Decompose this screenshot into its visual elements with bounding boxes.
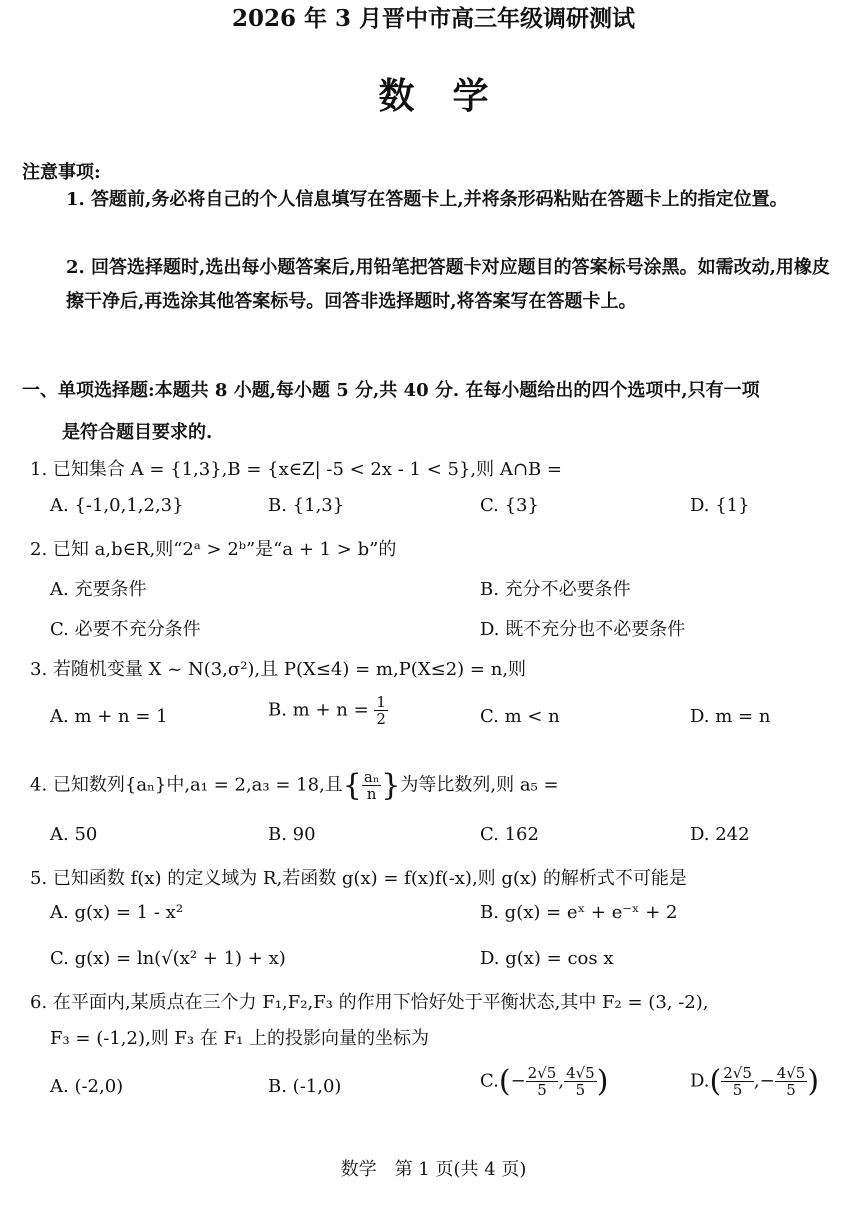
question-6-option-c-fraction-2 <box>564 1065 597 1098</box>
fraction-denominator: 5 <box>732 1081 743 1099</box>
fraction-denominator: 5 <box>575 1081 586 1099</box>
question-4-stem-post: 为等比数列,则 a₅ = <box>400 774 559 796</box>
notes-heading: 注意事项: <box>22 162 101 183</box>
question-4-stem <box>30 768 559 803</box>
question-6-option-d-fraction-1 <box>721 1065 754 1098</box>
fraction-numerator: 2√5 <box>723 1064 752 1082</box>
question-5-option-a: A. g(x) = 1 - x² <box>50 902 184 923</box>
question-4-option-b: B. 90 <box>268 824 316 845</box>
question-1-option-c: C. {3} <box>480 495 539 516</box>
question-3-option-a: A. m + n = 1 <box>50 706 168 727</box>
question-6-option-d-prefix: D. <box>690 1070 710 1092</box>
right-paren: ) <box>807 1064 820 1099</box>
question-6-option-c: C.(− $\frac{2√5}{5}$ , $\frac{4√5}{5}$ ) <box>480 1064 609 1099</box>
question-6-option-b: B. (-1,0) <box>268 1076 342 1097</box>
question-4-stem-pre: 4. 已知数列{aₙ}中,a₁ = 2,a₃ = 18,且 <box>30 774 343 796</box>
fraction-denominator: 5 <box>786 1081 796 1099</box>
question-6-option-c-fraction-1 <box>526 1065 559 1098</box>
question-2-option-a: A. 充要条件 <box>50 579 147 600</box>
question-3-option-b <box>268 694 388 727</box>
question-3-option-b-prefix: B. m + n = <box>268 699 369 721</box>
question-1-option-d: D. {1} <box>690 495 750 516</box>
question-6-option-a: A. (-2,0) <box>50 1076 124 1097</box>
exam-title: 2026 年 3 月晋中市高三年级调研测试 <box>231 5 636 32</box>
subject-title: 数学 <box>378 75 527 117</box>
question-6-option-d-fraction-2 <box>775 1065 808 1098</box>
section-heading-line2: 是符合题目要求的. <box>62 422 213 443</box>
question-6-stem-line2: F₃ = (-1,2),则 F₃ 在 F₁ 上的投影向量的坐标为 <box>50 1028 430 1049</box>
question-2-stem: 2. 已知 a,b∈R,则“2ᵃ > 2ᵇ”是“a + 1 > b”的 <box>30 539 397 560</box>
right-paren: ) <box>596 1064 609 1099</box>
fraction-denominator: 2 <box>376 710 386 728</box>
question-1-option-a: A. {-1,0,1,2,3} <box>50 495 184 516</box>
left-paren: ( <box>498 1064 511 1099</box>
section-heading-line1: 一、单项选择题:本题共 8 小题,每小题 5 分,共 40 分. 在每小题给出的四个选项中,只有一项 <box>22 380 760 401</box>
question-4-fraction <box>362 769 381 802</box>
question-5-option-d: D. g(x) = cos x <box>480 948 614 969</box>
note-item-2: 2. 回答选择题时,选出每小题答案后,用铅笔把答题卡对应题目的答案标号涂黑。如需改动,用橡皮擦干净后,再选涂其他答案标号。回答非选择题时,将答案写在答题卡上。 <box>66 257 830 312</box>
question-6-stem-line1: 6. 在平面内,某质点在三个力 F₁,F₂,F₃ 的作用下恰好处于平衡状态,其中 F₂ = (3, -2), <box>30 992 709 1013</box>
left-paren: ( <box>709 1064 722 1099</box>
question-2-option-d: D. 既不充分也不必要条件 <box>480 619 686 640</box>
page-footer: 数学 第 1 页(共 4 页) <box>340 1159 527 1180</box>
question-5-option-b: B. g(x) = eˣ + e⁻ˣ + 2 <box>480 902 678 923</box>
fraction-numerator: 4√5 <box>776 1064 806 1082</box>
question-4-option-a: A. 50 <box>50 824 98 845</box>
left-brace: { <box>342 768 362 803</box>
question-2-option-b: B. 充分不必要条件 <box>480 579 631 600</box>
question-1-option-b: B. {1,3} <box>268 495 345 516</box>
question-4-option-d: D. 242 <box>690 824 750 845</box>
question-5-stem: 5. 已知函数 f(x) 的定义域为 R,若函数 g(x) = f(x)f(-x),则 g(x) 的解析式不可能是 <box>30 868 687 889</box>
question-3-option-d: D. m = n <box>690 706 771 727</box>
fraction-numerator: aₙ <box>363 768 380 786</box>
fraction-numerator: 4√5 <box>566 1064 595 1082</box>
question-1-stem: 1. 已知集合 A = {1,3},B = {x∈Z| -5 < 2x - 1 < 5},则 A∩B = <box>30 459 562 480</box>
question-3-stem: 3. 若随机变量 X ~ N(3,σ²),且 P(X≤4) = m,P(X≤2) = n,则 <box>30 659 527 680</box>
question-3-option-c: C. m < n <box>480 706 560 727</box>
fraction-denominator: 5 <box>537 1081 547 1099</box>
question-5-option-c: C. g(x) = ln(√(x² + 1) + x) <box>50 948 286 969</box>
fraction-numerator: 1 <box>376 693 386 711</box>
question-6-option-d: D.( $\frac{2√5}{5}$ ,− $\frac{4√5}{5}$ ) <box>690 1064 820 1099</box>
right-brace: } <box>381 768 401 803</box>
question-3-option-b-fraction <box>374 694 388 727</box>
fraction-denominator: n <box>366 785 377 803</box>
question-2-option-c: C. 必要不充分条件 <box>50 619 201 640</box>
note-item-1: 1. 答题前,务必将自己的个人信息填写在答题卡上,并将条形码粘贴在答题卡上的指定位置。 <box>66 189 788 210</box>
fraction-numerator: 2√5 <box>527 1064 557 1082</box>
question-6-option-c-prefix: C. <box>480 1070 499 1092</box>
question-4-option-c: C. 162 <box>480 824 539 845</box>
section-heading <box>22 370 852 454</box>
